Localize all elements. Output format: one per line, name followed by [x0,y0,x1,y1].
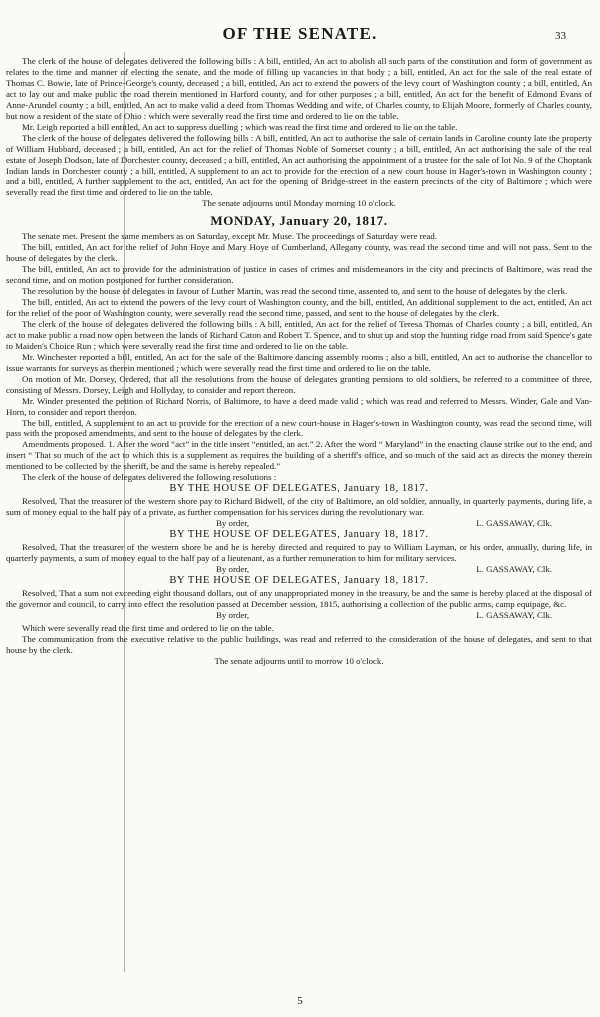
paragraph: Which were severally read the first time and ordered to lie on the table. [22,622,274,633]
resolution-signature [6,518,592,529]
paragraph: The bill, entitled, An act to provide for the administration of justice in cases of crimes and misdemeanors in the city and precincts of Baltimore, was read the second time, and on motion postponed for further consideration. [6,264,592,286]
paragraph: The clerk of the house of delegates delivered the following bills : A bill, entitled, An act for the relief of Teresa Thomas of Charles county ; a bill, entitled, An act to make public a road now open between the lands of Richard Caton and Robert T. Spence, and to shut up and stop the hunting ridge road from said Spence's gate to Maiden's Choice Run ; which were severally read the first time and ordered to lie on the table. [6,318,592,351]
paragraph: The bill, entitled, A supplement to an act to provide for the erection of a new court-house in Hager's-town in Washington county, was read the second time, will pass with the proposed amendments, and sent to the house of delegates by the clerk. [6,417,592,439]
signature-mark: 5 [297,995,303,1007]
resolution-signature [6,610,592,621]
resolution-text: Resolved, That a sum not exceeding eight thousand dollars, out of any unappropriated money in the treasury, be and the same is hereby placed at the disposal of the governor and council, to carry into effect the resolution passed at December session, 1815, authorising a collection of the public arms, camp equipage, &c. [6,587,592,609]
document-body [6,56,592,666]
by-order-label: By order, [216,518,250,529]
resolution-heading: BY THE HOUSE OF DELEGATES, January 18, 1817. [169,483,429,495]
adjournment-notice: The senate adjourns until to morrow 10 o'clock. [214,655,384,666]
paragraph: The bill, entitled, An act for the relief of John Hoye and Mary Hoye of Cumberland, Allegany county, was read the second time and will not pass. Sent to the house of delegates by the clerk. [6,242,592,264]
paragraph: The senate met. Present the same members as on Saturday, except Mr. Muse. The proceedings of Saturday were read. [22,231,438,242]
paragraph: The communication from the executive relative to the public buildings, was read and referred to the consideration of the house of delegates, and sent to that house by the clerk. [6,633,592,655]
paragraph: The resolution by the house of delegates in favour of Luther Martin, was read the second time, assented to, and sent to the house of delegates by the clerk. [22,286,568,297]
by-order-label: By order, [216,609,250,620]
running-head: OF THE SENATE. [222,24,378,43]
paragraph: The clerk of the house of delegates delivered the following bills : A bill, entitled, An act to authorise the sale of certain lands in Caroline county late the property of William Hubbard, deceased ; a bill, entitled, An act for the relief of Thomas Noble of Somerset county ; a bill, entitled, An act authorising the sale of the real estate of Joseph Dodson, late of Dorchester county, deceased ; a bill, entitled, An act authorising the appointment of a trustee for the sale of lot No. 9 of the Choptank Indian lands in Dorchester county ; a bill, entitled, A supplement to an act to provide for the erection of a new court house in Hager's-town in Washington county ; and a bill, entitled, A further supplement to the act, entitled, An act for the opening of Bridge-street in the eastern precincts of the city of Baltimore ; which were severally read the first time and ordered to lie on the table. [6,132,592,198]
paragraph: Mr. Leigh reported a bill entitled, An act to suppress duelling ; which was read the first time and ordered to lie on the table. [22,121,458,132]
adjournment-notice: The senate adjourns until Monday morning 10 o'clock. [202,198,396,209]
clerk-name: L. GASSAWAY, Clk. [476,563,552,574]
paragraph: The bill, entitled, An act to extend the powers of the levy court of Washington county, and the bill, entitled, An additional supplement to the act, entitled, An act for the relief of the poor of Washington county, were severally read the second time, passed, and sent to the house of delegates by the clerk. [6,297,592,318]
resolution-heading: BY THE HOUSE OF DELEGATES, January 18, 1817. [169,574,429,586]
date-heading: MONDAY, January 20, 1817. [210,213,388,229]
paragraph: The clerk of the house of delegates delivered the following resolutions : [22,472,277,483]
page-number: 33 [555,30,566,42]
clerk-name: L. GASSAWAY, Clk. [476,518,552,529]
paragraph: Mr. Winchester reported a bill, entitled, An act for the sale of the Baltimore dancing assembly rooms ; also a bill, entitled, An act to authorise the chancellor to issue warrants for surveys as therein mentioned ; which were severally read the first time and ordered to lie on the table. [6,351,592,373]
by-order-label: By order, [216,563,250,574]
paragraph: Amendments proposed. 1. After the word “act” in the title insert “entitled, an act.” 2. After the word “ Maryland” in the enacting clause strike out to the end, and insert “ That so much of the act to which this is a supplement as requires the building of a sheriff's office, and so much of the said act as directs the money therein mentioned to be collected by the sheriff, be and the same is hereby repealed.” [6,439,592,472]
paragraph: The clerk of the house of delegates delivered the following bills : A bill, entitled, An act to abolish all such parts of the constitution and form of government as relates to the time and manner of electing the senate, and the mode of filling up vacancies in that body ; a bill, entitled, An act for the sale of the real estate of Thomas C. Bowie, late of Prince-George's county, deceased ; a bill, entitled, An act to extend the powers of the levy court of Washington county ; a bill, entitled, An act to lay out and make public the road therein mentioned in Harford county, and for other purposes ; a bill, entitled, An act for the benefit of Edmond Evans of Anne-Arundel county ; a bill, entitled, An act to make valid a deed from Thomas Wedding and wife, of Charles county, to Elijah Moore, formerly of Charles county, but now a resident of the state of Ohio : which were severally read the first time and ordered to lie on the table. [6,56,592,121]
resolution-heading: BY THE HOUSE OF DELEGATES, January 18, 1817. [169,529,429,541]
resolution-signature [6,564,592,575]
resolution-text: Resolved, That the treasurer of the western shore pay to Richard Bidwell, of the city of Baltimore, an old soldier, annually, in quarterly payments, during life, a sum of money equal to the half pay of a private, as further compensation for his services during the revolutionary war. [6,496,592,518]
clerk-name: L. GASSAWAY, Clk. [476,609,552,620]
resolution-text: Resolved, That the treasurer of the western shore be and he is hereby directed and required to pay to William Layman, or his order, annually, during life, in quarterly payments, a sum of money equal to the half pay of a lieutenant, as a further remuneration to him for military services. [6,541,592,563]
paragraph: Mr. Winder presented the petition of Richard Norris, of Baltimore, to have a deed made valid ; which was read and referred to Messrs. Winder, Gale and Van-Horn, to consider and report thereon. [6,395,592,417]
paragraph: On motion of Mr. Dorsey, Ordered, that all the resolutions from the house of delegates granting pensions to old soldiers, be referred to a committee of three, consisting of Messrs. Dorsey, Leigh and Hollyday, to consider and report thereon. [6,373,592,395]
